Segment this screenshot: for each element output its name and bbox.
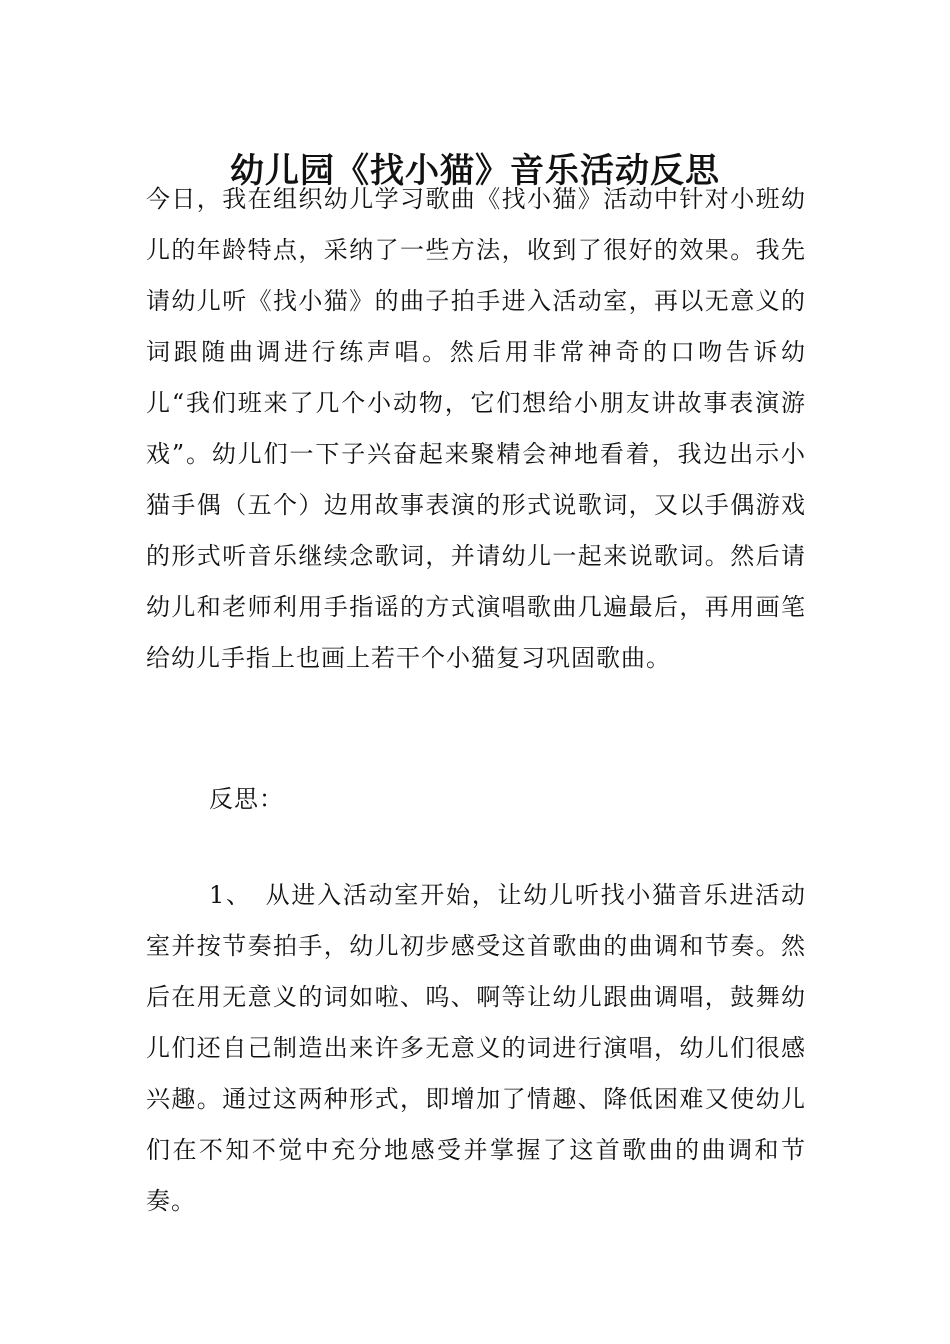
- reflection-point-1: 1、 从进入活动室开始，让幼儿听找小猫音乐进活动室并按节奏拍手，幼儿初步感受这首歌曲的曲调和节奏。然后在用无意义的词如啦、呜、啊等让幼儿跟曲调唱，鼓舞幼儿们还自己制造出来许多无意义的词进行演唱，幼儿们很感兴趣。通过这两种形式，即增加了情趣、降低困难又使幼儿们在不知不觉中充分地感受并掌握了这首歌曲的曲调和节奏。: [146, 881, 806, 1215]
- document-title: 幼儿园《找小猫》音乐活动反思: [230, 150, 720, 191]
- intro-paragraph: 今日，我在组织幼儿学习歌曲《找小猫》活动中针对小班幼儿的年龄特点，采纳了一些方法，收到了很好的效果。我先请幼儿听《找小猫》的曲子拍手进入活动室，再以无意义的词跟随曲调进行练声唱。然后用非常神奇的口吻告诉幼儿“我们班来了几个小动物，它们想给小朋友讲故事表演游戏”。幼儿们一下子兴奋起来聚精会神地看着，我边出示小猫手偶（五个）边用故事表演的形式说歌词，又以手偶游戏的形式听音乐继续念歌词，并请幼儿一起来说歌词。然后请幼儿和老师利用手指谣的方式演唱歌曲几遍最后，再用画笔给幼儿手指上也画上若干个小猫复习巩固歌曲。: [146, 185, 806, 672]
- reflection-heading: 反思：: [209, 785, 284, 813]
